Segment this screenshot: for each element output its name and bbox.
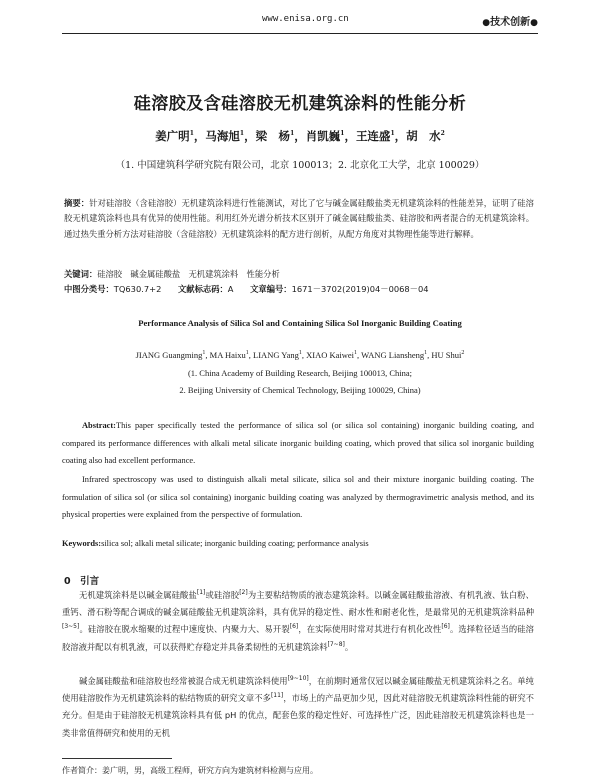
abstract-label-cn: 摘要：: [64, 198, 90, 208]
author-name: 姜广明: [155, 129, 190, 143]
classification-line: 中图分类号：TQ630.7+2 文献标志码：A 文章编号：1671－3702(2019)04－0068－04: [64, 284, 429, 294]
author-name: 马海旭: [205, 129, 240, 143]
keywords-cn: 关键词：硅溶胶 碱金属硅酸盐 无机建筑涂料 性能分析: [64, 269, 280, 279]
affiliations-cn: （1. 中国建筑科学研究院有限公司，北京 100013；2. 北京化工大学，北京 100029）: [115, 160, 485, 171]
author-footnote: 作者简介：姜广明，男，高级工程师，研究方向为建筑材料检测与应用。: [62, 766, 318, 775]
section-heading-intro: 0 引言: [64, 576, 100, 587]
abstract-cn: [64, 196, 534, 242]
author-name: 胡 水: [406, 129, 441, 143]
intro-paragraph-1: 无机建筑涂料是以碱金属硅酸盐[1]或硅溶胶[2]为主要粘结物质的液态建筑涂料。以碱金属硅酸盐溶液、有机乳液、钛白粉、重钙、滑石粉等配合调成的碱金属硅酸盐无机建筑涂料，具有优异的稳定性、耐水性和耐老化性，是最常见的无机建筑涂料品种[3~5]。硅溶胶在脱水缩聚的过程中速度快、内聚力大、易开裂[6]，在实际使用时常对其进行有机化改性[6]。选择粒径适当的硅溶胶溶液并配以有机乳液，可以获得贮存稳定并具备柔韧性的无机建筑涂料[7~8]。: [62, 589, 534, 652]
paper-title-cn: 硅溶胶及含硅溶胶无机建筑涂料的性能分析: [133, 94, 467, 114]
footnote-rule: [62, 758, 172, 759]
journal-website: www.enisa.org.cn: [262, 14, 349, 24]
running-header: [0, 12, 600, 34]
paper-title-en: Performance Analysis of Silica Sol and Containing Silica Sol Inorganic Building Coating: [138, 318, 462, 328]
abstract-en-p1: Abstract:This paper specifically tested the performance of silica sol (or silica sol containing) inorganic building coating, and compared its performance differences with alkali metal silicate inorganic building coating, which proved that silica sol inorganic building coating also had excellent performance.: [62, 421, 534, 466]
author-name: 肖凯巍: [305, 129, 341, 143]
abstract-text-cn: 针对硅溶胶（含硅溶胶）无机建筑涂料进行性能测试，对比了它与碱金属硅酸盐类无机建筑涂料的性能差异，证明了硅溶胶无机建筑涂料也具有优异的使用性能。利用红外光谱分析技术区别开了碱金属硅酸盐类、硅溶胶和两者混合的无机建筑涂料。通过热失重分析方法对硅溶胶（含硅溶胶）无机建筑涂料的配方进行剖析，从配方角度对其物理性能等进行解释。: [64, 198, 534, 239]
author-name: 王连盛: [355, 129, 391, 143]
authors-cn: 姜广明$^1$，马海旭$^1$，梁 杨$^1$，肖凯巍$^1$，王连盛$^1$，胡 水$^2$: [155, 129, 445, 143]
affiliation-en-1: (1. China Academy of Building Research, Beijing 100013, China;: [187, 368, 413, 378]
bullet-icon: ●: [482, 18, 491, 28]
keywords-en: Keywords:silica sol; alkali metal silicate; inorganic building coating; performance analysis: [62, 539, 369, 548]
abstract-en-p2: Infrared spectroscopy was used to distinguish alkali metal silicate, silica sol and their mixture inorganic building coating. The formulation of silica sol (or silica sol containing) inorganic building coating was analyzed by thermogravimetric analysis method, and its physical properties were explained from the perspective of formulation.: [62, 475, 534, 520]
header-rule: [62, 33, 538, 34]
author-name: 梁 杨: [255, 129, 291, 143]
authors-en: JIANG Guangming$^1$, MA Haixu$^1$, LIANG Yang$^1$, XIAO Kaiwei$^1$, WANG Liansheng$^1$, HU Shui$^2$: [135, 350, 465, 360]
affiliation-en-2: 2. Beijing University of Chemical Technology, Beijing 100029, China): [179, 385, 421, 395]
intro-paragraph-2: 碱金属硅酸盐和硅溶胶也经常被混合成无机建筑涂料使用[9~10]，在前期时通常仅冠以碱金属硅酸盐无机建筑涂料之名。单纯使用硅溶胶作为无机建筑涂料的粘结物质的研究文章不多[11]，市场上的产品更加少见，因此对硅溶胶无机建筑涂料性能的研究不充分。但是由于硅溶胶无机建筑涂料具有低 pH 的优点，配套色浆的稳定性好、可选择性广泛，因此硅溶胶无机建筑涂料也是一类非常值得研究和使用的无机: [62, 675, 534, 738]
section-label: ●技术创新●: [482, 17, 538, 28]
bullet-icon: ●: [530, 18, 538, 28]
